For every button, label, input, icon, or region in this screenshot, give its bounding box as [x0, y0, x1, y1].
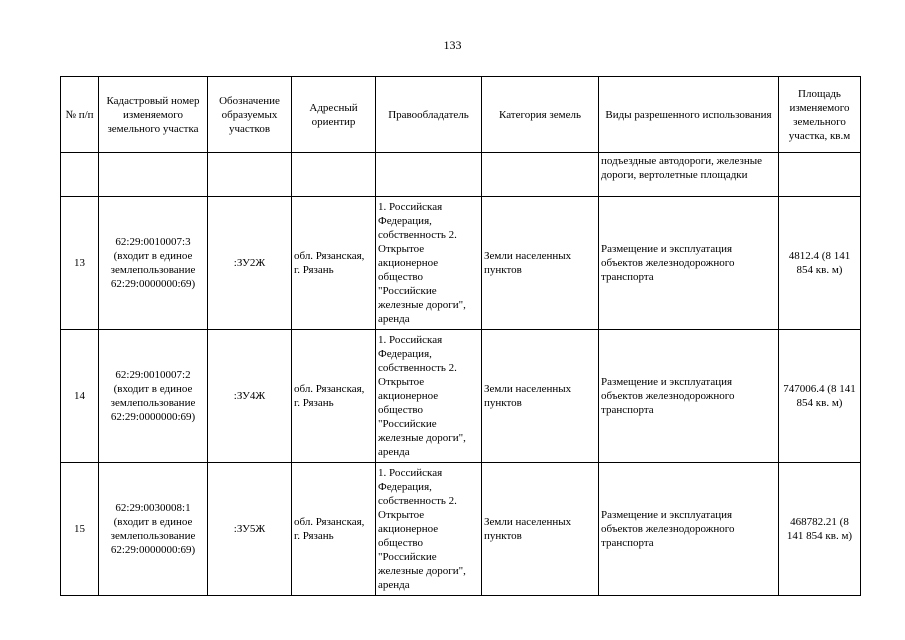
cell-use: Размещение и эксплуатация объектов железнодорожного транспорта [599, 463, 779, 596]
cell-address: обл. Рязанская, г. Рязань [292, 463, 376, 596]
cell-category: Земли населенных пунктов [482, 330, 599, 463]
header-use: Виды разрешенного использования [599, 77, 779, 153]
table-row [61, 463, 861, 596]
cell-designation: :ЗУ5Ж [208, 463, 292, 596]
cell-owner: 1. Российская Федерация, собственность 2. Открытое акционерное общество "Российские железные дороги", аренда [376, 197, 482, 330]
cell-num: 14 [61, 330, 99, 463]
header-designation: Обозначение образуемых участков [208, 77, 292, 153]
cell-category: Земли населенных пунктов [482, 463, 599, 596]
header-category: Категория земель [482, 77, 599, 153]
header-num: № п/п [61, 77, 99, 153]
header-address: Адресный ориентир [292, 77, 376, 153]
cell-designation: :ЗУ4Ж [208, 330, 292, 463]
cell-area: 747006.4 (8 141 854 кв. м) [779, 330, 861, 463]
table-header-row [61, 77, 861, 153]
cell-cadastral: 62:29:0010007:3 (входит в единое землепользование 62:29:0000000:69) [99, 197, 208, 330]
cell-designation: :ЗУ2Ж [208, 197, 292, 330]
cell-use: подъездные автодороги, железные дороги, вертолетные площадки [599, 153, 779, 197]
header-cadastral: Кадастровый номер изменяемого земельного участка [99, 77, 208, 153]
cell-area: 4812.4 (8 141 854 кв. м) [779, 197, 861, 330]
cell-owner: 1. Российская Федерация, собственность 2. Открытое акционерное общество "Российские железные дороги", аренда [376, 330, 482, 463]
table-row [61, 197, 861, 330]
cell-owner: 1. Российская Федерация, собственность 2. Открытое акционерное общество "Российские железные дороги", аренда [376, 463, 482, 596]
cell-num: 13 [61, 197, 99, 330]
land-plots-table [60, 76, 861, 596]
cell-category: Земли населенных пунктов [482, 197, 599, 330]
cell-cadastral: 62:29:0010007:2 (входит в единое землепользование 62:29:0000000:69) [99, 330, 208, 463]
cell-address: обл. Рязанская, г. Рязань [292, 330, 376, 463]
table-row [61, 330, 861, 463]
table-row-continuation [61, 153, 861, 197]
cell-num: 15 [61, 463, 99, 596]
cell-address: обл. Рязанская, г. Рязань [292, 197, 376, 330]
cell-cadastral: 62:29:0030008:1 (входит в единое землепользование 62:29:0000000:69) [99, 463, 208, 596]
cell-use: Размещение и эксплуатация объектов железнодорожного транспорта [599, 330, 779, 463]
header-area: Площадь изменяемого земельного участка, кв.м [779, 77, 861, 153]
header-owner: Правообладатель [376, 77, 482, 153]
cell-area: 468782.21 (8 141 854 кв. м) [779, 463, 861, 596]
page-number: 133 [443, 38, 462, 52]
cell-use: Размещение и эксплуатация объектов железнодорожного транспорта [599, 197, 779, 330]
